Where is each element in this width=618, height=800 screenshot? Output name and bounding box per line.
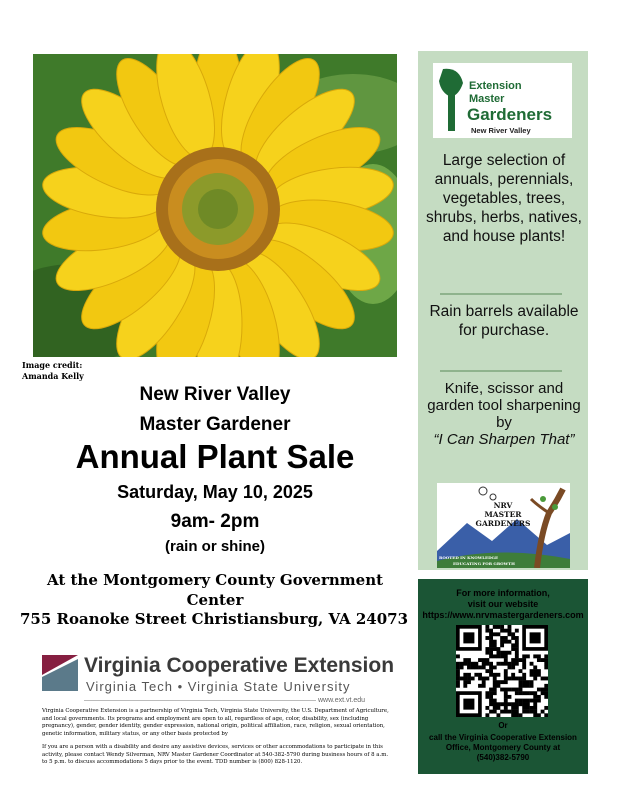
qr-module xyxy=(508,665,512,669)
qr-module xyxy=(515,706,519,710)
qr-module xyxy=(544,695,548,699)
qr-module xyxy=(474,662,478,666)
qr-module xyxy=(493,706,497,710)
qr-module xyxy=(500,636,504,640)
qr-module xyxy=(537,669,541,673)
qr-module xyxy=(489,665,493,669)
qr-module xyxy=(504,706,508,710)
vce-divider xyxy=(84,700,316,701)
qr-module xyxy=(522,706,526,710)
qr-module xyxy=(530,684,534,688)
qr-module xyxy=(508,632,512,636)
qr-module xyxy=(456,684,460,688)
qr-module xyxy=(489,647,493,651)
qr-module xyxy=(496,673,500,677)
nrv-logo-line2: MASTER xyxy=(484,510,522,519)
qr-module xyxy=(508,640,512,644)
qr-module xyxy=(522,710,526,714)
qr-module xyxy=(530,673,534,677)
qr-module xyxy=(515,647,519,651)
qr-module xyxy=(533,695,537,699)
qr-module xyxy=(508,662,512,666)
nondiscrimination-statement: Virginia Cooperative Extension is a partnership of Virginia Tech, Virginia State University, the U.S. Department of Agriculture, and local governments. Its programs and employment are open to all, regardless of age, color, disability, sex (including pregnancy), gender, gender identity, gender expression, national origin, political affiliation, race, religion, sexual orientation, genetic information, military status, or any other basis protected by xyxy=(42,708,389,737)
sunflower-illustration xyxy=(33,54,397,357)
qr-module xyxy=(467,677,471,681)
qr-module xyxy=(537,713,541,717)
qr-module xyxy=(504,669,508,673)
qr-module xyxy=(533,673,537,677)
qr-module xyxy=(460,665,464,669)
image-credit: Image credit: Amanda Kelly xyxy=(22,360,84,381)
feature-sharpening xyxy=(426,380,582,448)
qr-module xyxy=(496,632,500,636)
qr-module xyxy=(522,684,526,688)
qr-module xyxy=(504,710,508,714)
qr-module xyxy=(496,654,500,658)
qr-module xyxy=(482,680,486,684)
qr-module xyxy=(522,702,526,706)
event-address: 755 Roanoke Street Christiansburg, VA 24073 xyxy=(19,610,409,628)
nrv-master-gardeners-logo xyxy=(437,483,570,568)
qr-module xyxy=(500,625,504,629)
qr-module xyxy=(511,713,515,717)
qr-module xyxy=(500,629,504,633)
qr-module xyxy=(544,688,548,692)
qr-module xyxy=(519,688,523,692)
qr-module xyxy=(456,669,460,673)
qr-module xyxy=(504,654,508,658)
qr-module xyxy=(533,702,537,706)
qr-module xyxy=(530,680,534,684)
qr-module xyxy=(511,706,515,710)
qr-module xyxy=(522,677,526,681)
qr-module xyxy=(493,688,497,692)
qr-module xyxy=(511,688,515,692)
qr-module xyxy=(500,651,504,655)
info-call-line1: call the Virginia Cooperative Extension xyxy=(429,733,577,742)
qr-module xyxy=(478,673,482,677)
qr-module xyxy=(511,643,515,647)
qr-module xyxy=(533,713,537,717)
qr-module xyxy=(463,684,467,688)
qr-module xyxy=(485,625,489,629)
qr-module xyxy=(489,710,493,714)
qr-module xyxy=(496,625,500,629)
qr-module xyxy=(530,691,534,695)
qr-code[interactable] xyxy=(456,625,548,717)
qr-module xyxy=(544,706,548,710)
qr-module xyxy=(515,713,519,717)
qr-module xyxy=(504,677,508,681)
feature-sharpening-text: Knife, scissor and garden tool sharpening by xyxy=(427,380,581,431)
qr-module xyxy=(511,632,515,636)
qr-module xyxy=(533,691,537,695)
qr-module xyxy=(504,688,508,692)
feature-divider xyxy=(440,370,562,372)
qr-module xyxy=(493,665,497,669)
emg-logo-line3: Gardeners xyxy=(467,105,553,124)
qr-module xyxy=(519,684,523,688)
info-or: Or xyxy=(498,721,508,730)
qr-module xyxy=(485,636,489,640)
qr-module xyxy=(493,684,497,688)
qr-module xyxy=(522,699,526,703)
qr-module xyxy=(489,699,493,703)
qr-module xyxy=(493,643,497,647)
qr-module xyxy=(489,654,493,658)
qr-module xyxy=(478,665,482,669)
qr-module xyxy=(496,651,500,655)
qr-module xyxy=(456,677,460,681)
qr-module xyxy=(496,647,500,651)
qr-module xyxy=(544,665,548,669)
qr-module xyxy=(544,713,548,717)
qr-module xyxy=(508,625,512,629)
qr-module xyxy=(508,688,512,692)
qr-module xyxy=(519,658,523,662)
qr-module xyxy=(460,677,464,681)
qr-module xyxy=(526,710,530,714)
qr-module xyxy=(493,702,497,706)
qr-module xyxy=(467,680,471,684)
qr-module xyxy=(485,706,489,710)
qr-module xyxy=(456,680,460,684)
qr-module xyxy=(511,702,515,706)
qr-module xyxy=(530,699,534,703)
qr-module xyxy=(504,673,508,677)
qr-module xyxy=(500,654,504,658)
qr-module xyxy=(489,688,493,692)
feature-divider xyxy=(440,293,562,295)
qr-module xyxy=(496,706,500,710)
qr-module xyxy=(541,677,545,681)
vce-universities: Virginia Tech • Virginia State University xyxy=(86,679,351,694)
qr-module xyxy=(511,658,515,662)
qr-finder-pattern xyxy=(463,699,474,710)
qr-module xyxy=(533,710,537,714)
qr-module xyxy=(519,680,523,684)
qr-module xyxy=(515,710,519,714)
qr-module xyxy=(489,669,493,673)
qr-module xyxy=(515,658,519,662)
nrv-logo-tag1: ROOTED IN KNOWLEDGE xyxy=(439,555,499,560)
qr-module xyxy=(544,691,548,695)
info-phone xyxy=(418,721,588,763)
qr-module xyxy=(515,702,519,706)
qr-module xyxy=(515,636,519,640)
qr-module xyxy=(519,669,523,673)
qr-module xyxy=(485,669,489,673)
event-org-line1: New River Valley xyxy=(139,384,291,405)
qr-module xyxy=(478,684,482,688)
qr-module xyxy=(471,665,475,669)
qr-finder-pattern xyxy=(530,632,541,643)
qr-module xyxy=(482,662,486,666)
qr-module xyxy=(493,647,497,651)
qr-module xyxy=(493,632,497,636)
qr-module xyxy=(478,658,482,662)
qr-module xyxy=(519,677,523,681)
qr-module xyxy=(489,636,493,640)
qr-module xyxy=(485,713,489,717)
qr-module xyxy=(526,654,530,658)
qr-module xyxy=(526,680,530,684)
qr-module xyxy=(482,677,486,681)
qr-module xyxy=(504,695,508,699)
qr-module xyxy=(522,662,526,666)
qr-module xyxy=(519,713,523,717)
qr-module xyxy=(485,629,489,633)
qr-module xyxy=(500,662,504,666)
qr-module xyxy=(541,710,545,714)
qr-module xyxy=(496,680,500,684)
qr-module xyxy=(482,684,486,688)
qr-module xyxy=(508,710,512,714)
qr-module xyxy=(489,640,493,644)
qr-module xyxy=(504,629,508,633)
qr-module xyxy=(519,699,523,703)
qr-module xyxy=(489,632,493,636)
qr-module xyxy=(544,658,548,662)
qr-module xyxy=(493,691,497,695)
qr-module xyxy=(515,629,519,633)
qr-module xyxy=(496,684,500,688)
qr-module xyxy=(504,680,508,684)
qr-module xyxy=(485,677,489,681)
qr-module xyxy=(504,662,508,666)
qr-module xyxy=(489,702,493,706)
qr-module xyxy=(515,651,519,655)
qr-module xyxy=(500,710,504,714)
qr-module xyxy=(537,695,541,699)
qr-module xyxy=(456,673,460,677)
qr-module xyxy=(504,702,508,706)
vce-url[interactable]: www.ext.vt.edu xyxy=(318,697,366,704)
event-time: 9am- 2pm xyxy=(170,511,260,532)
event-date: Saturday, May 10, 2025 xyxy=(117,482,313,502)
qr-module xyxy=(493,625,497,629)
qr-module xyxy=(471,662,475,666)
qr-module xyxy=(544,677,548,681)
accommodation-statement: If you are a person with a disability and desire any assistive devices, services or other accommodations to participate in this activity, please contact Wendy Silverman, NRV Master Gardener Coordinator at 540-382-5790 during business hours of 8 a.m. to 5 p.m. to discuss accommodations 5 days prior to the event. TDD number is (800) 828-1120. xyxy=(42,744,389,766)
qr-module xyxy=(544,662,548,666)
qr-module xyxy=(474,665,478,669)
qr-module xyxy=(519,691,523,695)
qr-module xyxy=(489,673,493,677)
nrv-logo-line3: GARDENERS xyxy=(475,519,531,528)
qr-module xyxy=(504,651,508,655)
qr-module xyxy=(496,702,500,706)
qr-module xyxy=(460,662,464,666)
qr-module xyxy=(533,706,537,710)
qr-module xyxy=(515,654,519,658)
qr-module xyxy=(519,702,523,706)
info-line1: For more information, xyxy=(456,588,550,598)
qr-module xyxy=(537,688,541,692)
qr-module xyxy=(496,662,500,666)
feature-plants: Large selection of annuals, perennials, vegetables, trees, shrubs, herbs, natives, and house plants! xyxy=(426,152,582,245)
phone-number[interactable]: (540)382-5790 xyxy=(476,753,530,762)
qr-module xyxy=(533,669,537,673)
qr-module xyxy=(511,677,515,681)
qr-module xyxy=(522,665,526,669)
emg-logo-line2: Master xyxy=(469,93,505,105)
qr-module xyxy=(493,699,497,703)
qr-module xyxy=(515,677,519,681)
nrv-logo-tag2: EDUCATING FOR GROWTH xyxy=(453,561,515,566)
qr-module xyxy=(500,643,504,647)
qr-module xyxy=(471,677,475,681)
qr-module xyxy=(456,665,460,669)
qr-module xyxy=(467,658,471,662)
info-call-line2: Office, Montgomery County at xyxy=(445,743,561,752)
qr-module xyxy=(515,640,519,644)
qr-module xyxy=(504,636,508,640)
qr-module xyxy=(537,673,541,677)
qr-module xyxy=(508,702,512,706)
nrv-logo-line1: NRV xyxy=(493,501,513,510)
qr-module xyxy=(456,654,460,658)
qr-module xyxy=(456,662,460,666)
qr-module xyxy=(526,699,530,703)
website-link[interactable]: https://www.nrvmastergardeners.com xyxy=(422,610,584,620)
qr-module xyxy=(493,640,497,644)
emg-logo-line1: Extension xyxy=(469,80,522,92)
qr-module xyxy=(537,699,541,703)
qr-module xyxy=(533,677,537,681)
qr-module xyxy=(508,629,512,633)
qr-module xyxy=(485,658,489,662)
qr-module xyxy=(537,654,541,658)
emg-logo-line4: New River Valley xyxy=(471,126,531,135)
qr-module xyxy=(526,702,530,706)
qr-module xyxy=(504,691,508,695)
qr-module xyxy=(504,658,508,662)
qr-module xyxy=(511,710,515,714)
qr-module xyxy=(489,651,493,655)
qr-module xyxy=(485,647,489,651)
vce-name: Virginia Cooperative Extension xyxy=(84,654,395,677)
qr-module xyxy=(504,699,508,703)
qr-module xyxy=(508,695,512,699)
info-line2: visit our website xyxy=(467,599,539,609)
qr-module xyxy=(515,691,519,695)
event-venue: At the Montgomery County Government Center xyxy=(46,571,384,609)
qr-module xyxy=(522,691,526,695)
qr-module xyxy=(533,699,537,703)
extension-master-gardeners-logo xyxy=(433,63,572,138)
qr-module xyxy=(515,662,519,666)
qr-module xyxy=(515,688,519,692)
qr-module xyxy=(522,673,526,677)
qr-module xyxy=(533,654,537,658)
qr-module xyxy=(511,665,515,669)
qr-module xyxy=(463,658,467,662)
qr-module xyxy=(463,677,467,681)
qr-module xyxy=(496,713,500,717)
qr-module xyxy=(541,688,545,692)
qr-module xyxy=(500,640,504,644)
qr-module xyxy=(522,680,526,684)
qr-module xyxy=(485,662,489,666)
qr-module xyxy=(485,651,489,655)
qr-module xyxy=(489,662,493,666)
qr-module xyxy=(504,640,508,644)
feature-rain-barrels: Rain barrels available for purchase. xyxy=(429,303,579,339)
qr-module xyxy=(463,673,467,677)
qr-module xyxy=(508,651,512,655)
event-org-line2: Master Gardener xyxy=(139,414,291,435)
qr-module xyxy=(485,695,489,699)
qr-module xyxy=(493,680,497,684)
qr-module xyxy=(511,636,515,640)
qr-module xyxy=(541,691,545,695)
qr-module xyxy=(463,680,467,684)
qr-module xyxy=(467,665,471,669)
qr-module xyxy=(493,673,497,677)
event-title: Annual Plant Sale xyxy=(75,438,355,475)
qr-module xyxy=(537,658,541,662)
qr-module xyxy=(489,629,493,633)
qr-module xyxy=(489,643,493,647)
qr-module xyxy=(530,669,534,673)
qr-module xyxy=(489,691,493,695)
event-weather-note: (rain or shine) xyxy=(164,538,265,555)
qr-module xyxy=(489,695,493,699)
qr-module xyxy=(530,706,534,710)
qr-module xyxy=(515,699,519,703)
qr-module xyxy=(467,662,471,666)
qr-module xyxy=(467,673,471,677)
qr-module xyxy=(482,665,486,669)
qr-module xyxy=(511,662,515,666)
qr-module xyxy=(530,662,534,666)
qr-module xyxy=(493,677,497,681)
qr-module xyxy=(511,647,515,651)
qr-module xyxy=(530,710,534,714)
qr-module xyxy=(478,677,482,681)
qr-module xyxy=(493,710,497,714)
qr-module xyxy=(526,706,530,710)
qr-module xyxy=(500,702,504,706)
vce-logo-icon xyxy=(42,655,78,691)
qr-module xyxy=(526,684,530,688)
qr-module xyxy=(544,654,548,658)
qr-module xyxy=(485,691,489,695)
qr-module xyxy=(522,658,526,662)
qr-module xyxy=(493,654,497,658)
qr-module xyxy=(508,677,512,681)
qr-module xyxy=(500,688,504,692)
qr-module xyxy=(515,643,519,647)
qr-module xyxy=(526,691,530,695)
qr-module xyxy=(511,673,515,677)
feature-sharpening-vendor: “I Can Sharpen That” xyxy=(433,431,575,448)
qr-module xyxy=(463,662,467,666)
qr-module xyxy=(541,658,545,662)
info-website xyxy=(418,588,588,621)
sunflower-photo xyxy=(33,54,397,357)
qr-finder-pattern xyxy=(463,632,474,643)
qr-module xyxy=(500,680,504,684)
qr-module xyxy=(544,684,548,688)
qr-module xyxy=(533,665,537,669)
qr-code-icon xyxy=(456,625,548,717)
qr-module xyxy=(522,654,526,658)
qr-module xyxy=(482,658,486,662)
qr-module xyxy=(474,673,478,677)
